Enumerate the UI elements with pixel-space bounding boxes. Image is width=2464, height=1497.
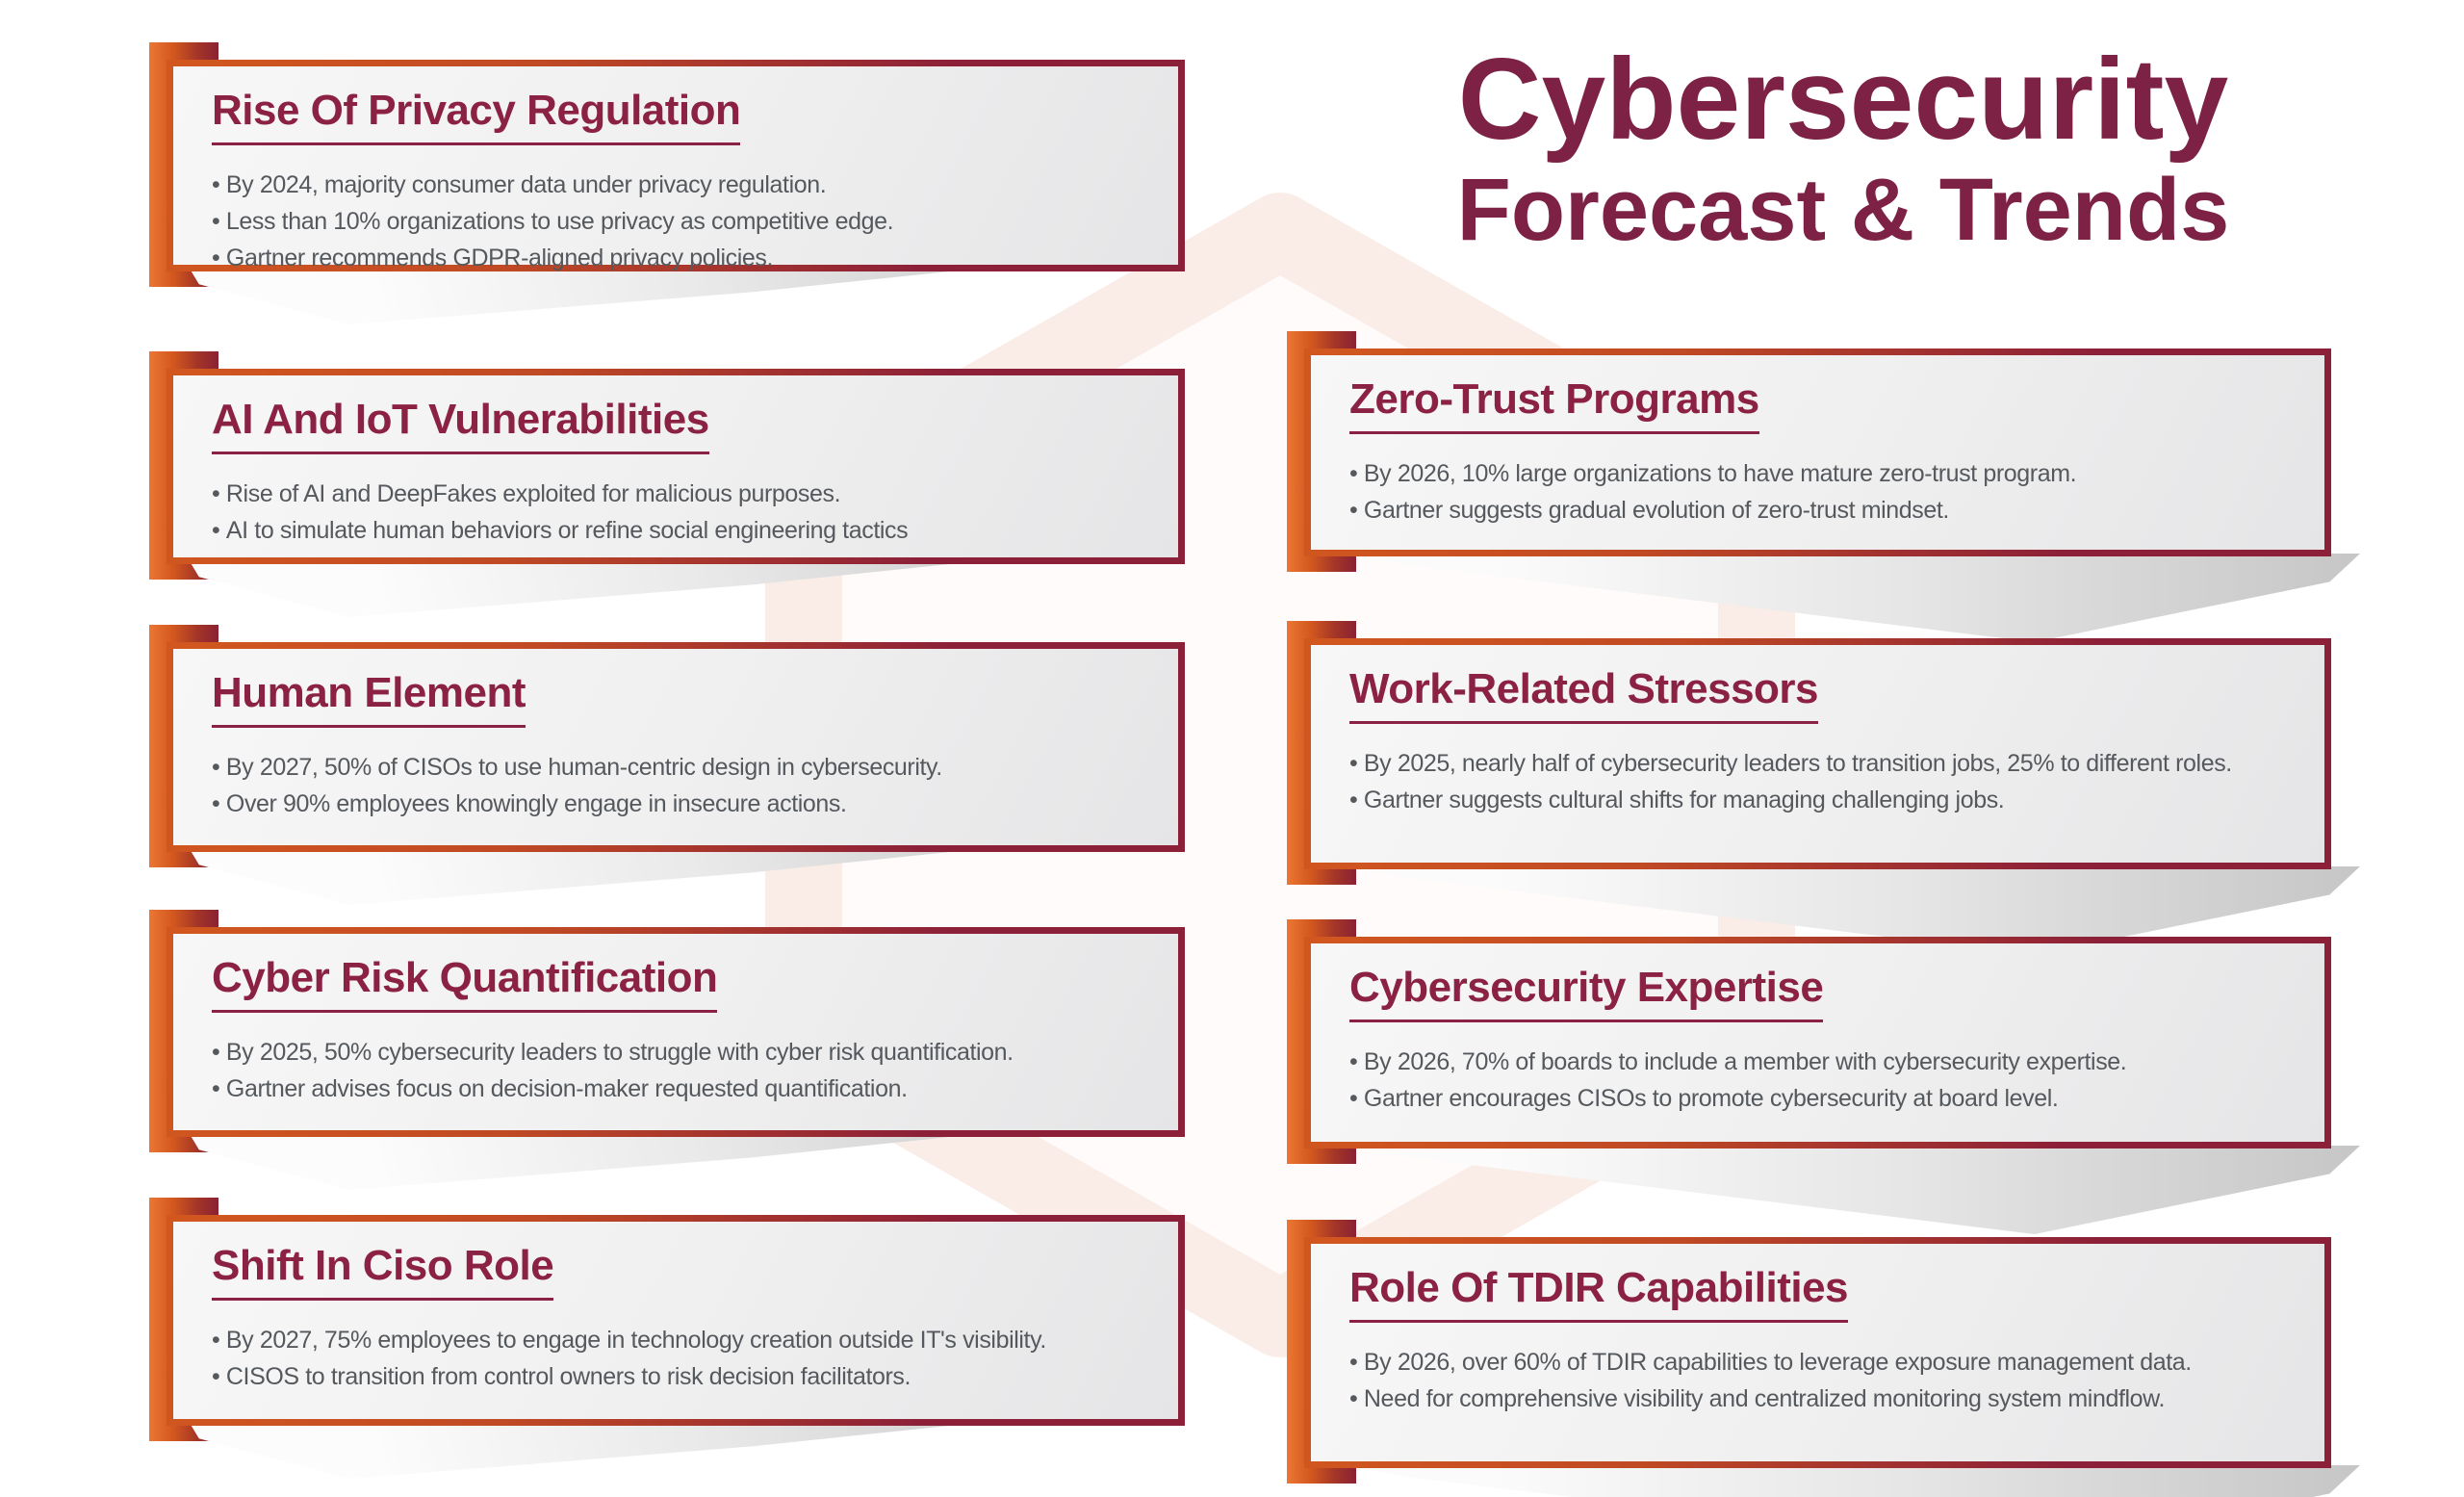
bullet-item: • By 2027, 50% of CISOs to use human-centric design in cybersecurity. — [212, 749, 1149, 786]
info-card — [167, 927, 1185, 1137]
bullet-item: • By 2027, 75% employees to engage in technology creation outside IT's visibility. — [212, 1322, 1149, 1358]
info-card — [167, 369, 1185, 564]
card-title — [1349, 965, 2296, 1022]
info-card — [167, 60, 1185, 271]
card-box — [1304, 937, 2331, 1149]
curl-shadow — [1343, 1146, 2360, 1234]
card-bullet-list — [212, 1322, 1149, 1395]
bullet-item: • By 2025, 50% cybersecurity leaders to struggle with cyber risk quantification. — [212, 1034, 1149, 1071]
card-bullet-list — [212, 1034, 1149, 1107]
bullet-item: • By 2026, 70% of boards to include a member with cybersecurity expertise. — [1349, 1044, 2296, 1080]
card-bullet-list — [1349, 745, 2296, 818]
card-box — [167, 927, 1185, 1137]
card-title — [1349, 1265, 2296, 1323]
info-card — [1304, 348, 2331, 556]
card-box — [167, 60, 1185, 271]
card-bullet-list — [1349, 455, 2296, 529]
page-title-line2: Forecast & Trends — [1456, 161, 2230, 259]
card-title — [1349, 376, 2296, 434]
card-box — [1304, 1237, 2331, 1468]
info-card — [167, 1215, 1185, 1426]
info-card — [1304, 1237, 2331, 1468]
card-title-text: Role Of TDIR Capabilities — [1349, 1265, 1848, 1323]
card-title-text: Work-Related Stressors — [1349, 666, 1818, 724]
curl-shadow — [190, 561, 1127, 617]
bullet-item: • Gartner encourages CISOs to promote cybersecurity at board level. — [1349, 1080, 2296, 1117]
bullet-item: • AI to simulate human behaviors or refine social engineering tactics — [212, 512, 1149, 549]
column-left — [167, 0, 1185, 1497]
card-title-text: Zero-Trust Programs — [1349, 376, 1759, 434]
card-box — [1304, 638, 2331, 869]
card-bullet-list — [1349, 1344, 2296, 1417]
card-title-text: Cyber Risk Quantification — [212, 955, 717, 1013]
card-title-text: Rise Of Privacy Regulation — [212, 88, 740, 145]
info-card — [167, 642, 1185, 852]
bullet-item: • Gartner suggests gradual evolution of zero-trust mindset. — [1349, 492, 2296, 529]
curl-shadow — [190, 1134, 1127, 1190]
card-title — [1349, 666, 2296, 724]
bullet-item: • Need for comprehensive visibility and centralized monitoring system mindflow. — [1349, 1381, 2296, 1417]
card-title-text: Human Element — [212, 670, 526, 728]
card-title — [212, 397, 1149, 454]
curl-shadow — [190, 1423, 1127, 1479]
card-box — [1304, 348, 2331, 556]
bullet-item: • By 2025, nearly half of cybersecurity leaders to transition jobs, 25% to different roles. — [1349, 745, 2296, 782]
bullet-item: • By 2024, majority consumer data under privacy regulation. — [212, 167, 1149, 203]
curl-shadow — [190, 269, 1127, 324]
card-title-text: AI And IoT Vulnerabilities — [212, 397, 709, 454]
curl-shadow — [190, 849, 1127, 905]
card-bullet-list — [1349, 1044, 2296, 1117]
card-bullet-list — [212, 476, 1149, 549]
card-title — [212, 955, 1149, 1013]
curl-shadow — [1343, 554, 2360, 642]
card-bullet-list — [212, 749, 1149, 822]
bullet-item: • Less than 10% organizations to use privacy as competitive edge. — [212, 203, 1149, 240]
bullet-item: • Gartner advises focus on decision-maker requested quantification. — [212, 1071, 1149, 1107]
card-title-text: Shift In Ciso Role — [212, 1243, 553, 1301]
card-title-text: Cybersecurity Expertise — [1349, 965, 1823, 1022]
bullet-item: • By 2026, over 60% of TDIR capabilities to leverage exposure management data. — [1349, 1344, 2296, 1381]
card-title — [212, 88, 1149, 145]
card-box — [167, 369, 1185, 564]
bullet-item: • Over 90% employees knowingly engage in insecure actions. — [212, 786, 1149, 822]
info-card — [1304, 937, 2331, 1149]
bullet-item: • By 2026, 10% large organizations to have mature zero-trust program. — [1349, 455, 2296, 492]
card-title — [212, 1243, 1149, 1301]
card-bullet-list — [212, 167, 1149, 276]
page-title — [1367, 35, 2320, 259]
card-box — [167, 1215, 1185, 1426]
page-title-line1: Cybersecurity — [1457, 35, 2229, 164]
curl-shadow — [1343, 1465, 2360, 1497]
info-card — [1304, 638, 2331, 869]
bullet-item: • Rise of AI and DeepFakes exploited for malicious purposes. — [212, 476, 1149, 512]
bullet-item: • Gartner suggests cultural shifts for managing challenging jobs. — [1349, 782, 2296, 818]
card-title — [212, 670, 1149, 728]
card-box — [167, 642, 1185, 852]
bullet-item: • CISOS to transition from control owners to risk decision facilitators. — [212, 1358, 1149, 1395]
bullet-item: • Gartner recommends GDPR-aligned privacy policies. — [212, 240, 1149, 276]
